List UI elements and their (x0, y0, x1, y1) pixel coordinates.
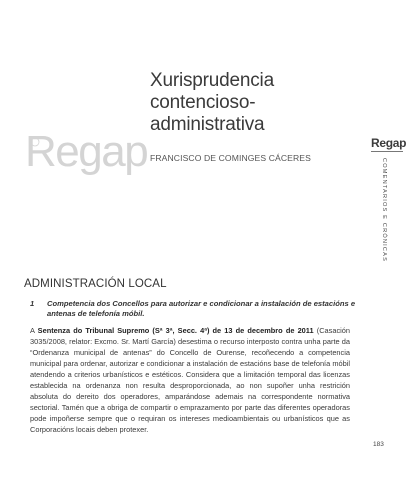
section-heading: ADMINISTRACIÓN LOCAL (24, 278, 167, 290)
regap-small-logo: Regap (371, 136, 407, 150)
body-lead-bold: Sentenza do Tribunal Supremo (Sª 3ª, Secc. 4ª) de 13 de decembro de 2011 (37, 326, 314, 335)
logo-divider (371, 151, 403, 152)
item-title: Competencia dos Concellos para autorizar e condicionar a instalación de estacións e antenas de telefonía móbil. (47, 299, 356, 318)
page-number: 183 (373, 441, 384, 448)
body-rest: (Casación 3035/2008, relator: Excmo. Sr. Martí García) desestima o recurso interposto contra unha parte da “Ordenanza municipal de antenas” do Concello de Ourense, recoñecendo a competencia municipal para ordenar, autorizar e condicionar a instalación de estacións base de telefonía móbil atendendo a criterios urbanísticos e estéticos. Considera que a limitación temporal das licenzas establecida na ordenanza non resulta desproporcionada, ao non supoñer unha restrición absoluta do dereito dos operadores, amparándose ademais na correspondente normativa sectorial. Tamén que a obriga de compartir o emprazamento por parte das diferentes operadoras pode impoñerse sempre que o requiran os intereses medioambientais ou urbanísticos que as Corporacións locais deben protexer. (30, 326, 351, 434)
author-name: FRANCISCO DE COMINGES CÁCERES (150, 153, 311, 163)
article-title (150, 70, 330, 136)
body-lead-prefix: A (30, 326, 38, 335)
body-paragraph (30, 325, 350, 435)
regap-logo-text: Regap (25, 127, 148, 176)
title-line-1: Xurisprudencia (150, 70, 274, 91)
section-vertical-label: COMENTARIOS E CRÓNICAS (381, 158, 387, 262)
title-line-3: administrativa (150, 114, 265, 135)
item-number: 1 (30, 299, 35, 308)
regap-logo (25, 122, 148, 184)
title-line-2: contencioso- (150, 92, 256, 113)
